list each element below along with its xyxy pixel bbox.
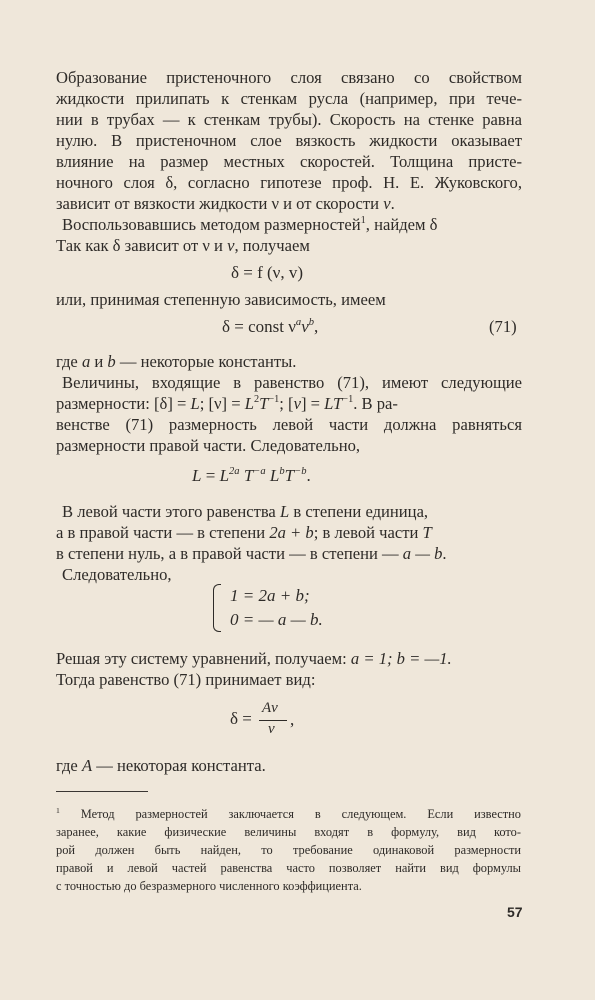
text-line: Следовательно, — [62, 565, 172, 584]
text-line: где a и b — некоторые константы. — [56, 352, 297, 371]
text-line: Величины, входящие в равенство (71), имеют следующие — [62, 373, 522, 392]
equation-number: (71) — [489, 317, 517, 336]
text-line: или, принимая степенную зависимость, имеем — [56, 290, 386, 309]
text-line: нулю. В пристеночном слое вязкость жидкости оказывает — [56, 131, 522, 150]
fraction-equation — [230, 700, 310, 740]
footnote-ref: 1 — [360, 214, 366, 226]
text-line: ночного слоя δ, согласно гипотезе проф. Н. Е. Жуковского, — [56, 173, 522, 192]
fraction-numerator: Aν — [262, 700, 278, 716]
text-line: размерности: [δ] = L; $[\nu] = L^2T^{-1}$; $[v] = LT^{-1}$. В ра- — [56, 393, 398, 413]
text-line: а в правой части — в степени 2a + b; в левой части T — [56, 523, 432, 542]
text-line: нии в трубах — к стенкам трубы). Скорость на стенке равна — [56, 110, 522, 129]
fraction-lhs: δ = — [230, 709, 252, 728]
brace-icon — [213, 584, 221, 632]
footnote-line: $^1$ Метод размерностей заключается в следующем. Если известно — [56, 805, 521, 821]
footnote-line: с точностью до безразмерного численного коэффициента. — [56, 879, 362, 893]
equation: δ = const $\nu^av^b$, — [222, 316, 319, 336]
text-line: зависит от вязкости жидкости ν и от скорости v. — [56, 194, 395, 213]
footnote-line: правой и левой частей равенства часто позволяет найти вид формулы — [56, 861, 521, 875]
fraction-comma: , — [290, 710, 295, 729]
text-line: Образование пристеночного слоя связано со свойством — [56, 68, 522, 87]
text-line: Тогда равенство (71) принимает вид: — [56, 670, 316, 689]
equation: δ = f (ν, v) — [231, 263, 304, 282]
text-line: Воспользовавшись методом размерностей$^1$, найдем δ — [62, 214, 438, 234]
system-equation-1: 1 = 2a + b; — [230, 586, 310, 605]
text-line: в степени нуль, а в правой части — в степени — a — b. — [56, 544, 447, 563]
page-number: 57 — [507, 904, 523, 920]
footnote-divider — [56, 791, 148, 792]
text-line: влияние на размер местных скоростей. Толщина присте- — [56, 152, 522, 171]
text-line: венстве (71) размерность левой части должна равняться — [56, 415, 522, 434]
footnote-marker: 1 — [56, 805, 60, 815]
text-line: В левой части этого равенства L в степени единица, — [62, 502, 429, 521]
text-line: размерности правой части. Следовательно, — [56, 436, 361, 455]
equation: $L = L^{2a}$ $T^{-a}$ $L^bT^{-b}$. — [192, 465, 311, 485]
text-line: жидкости прилипать к стенкам русла (например, при тече- — [56, 89, 522, 108]
fraction-denominator: v — [268, 721, 275, 737]
text-line: где A — некоторая константа. — [56, 756, 266, 775]
footnote-line: заранее, какие физические величины входят в формулу, вид кото- — [56, 825, 521, 839]
text-line: Так как δ зависит от ν и v, получаем — [56, 236, 310, 255]
text-line: Решая эту систему уравнений, получаем: a = 1; b = —1. — [56, 649, 452, 668]
footnote-line: рой должен быть найден, то требование одинаковой размерности — [56, 843, 521, 857]
system-equation-2: 0 = — a — b. — [230, 610, 323, 629]
